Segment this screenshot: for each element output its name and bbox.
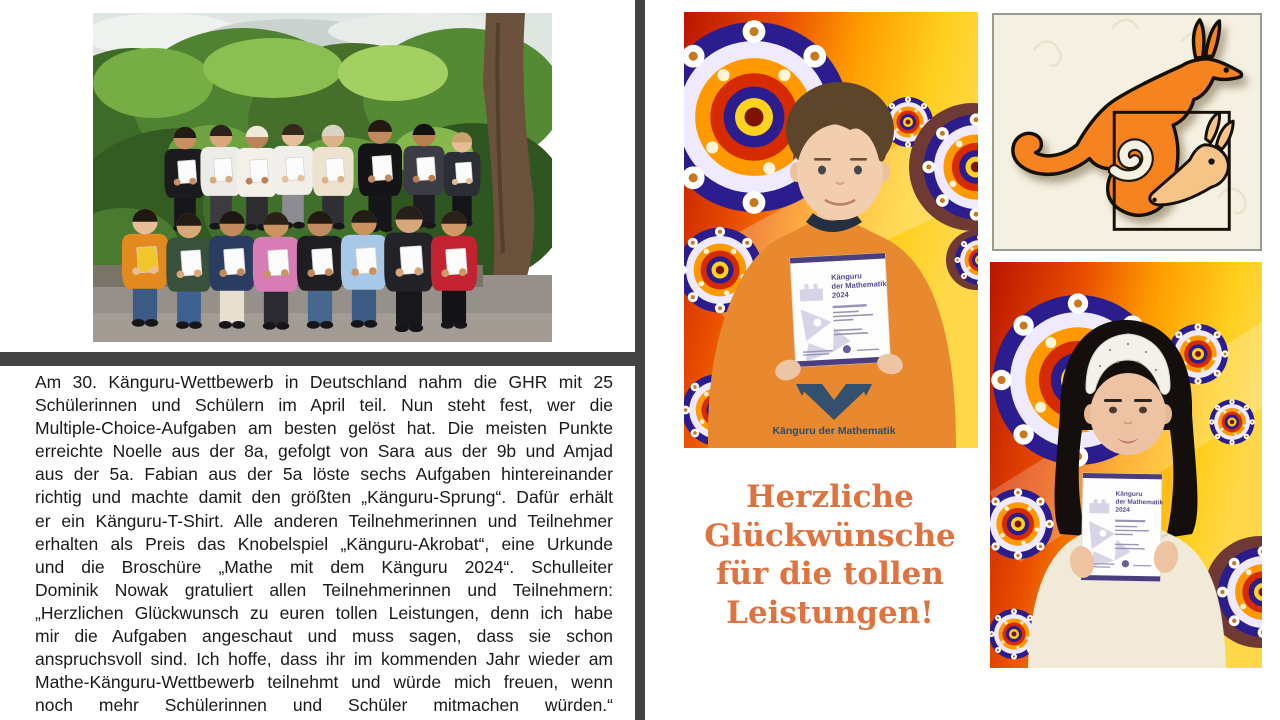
certificate-title-3: 2024 [831,289,849,300]
article-line: Schülerinnen und Schülern im April teil. Nun steht fest, wer die [35,395,613,416]
article-line: „Herzlichen Glückwunsch zu euren tollen Leistungen, denn ich habe [35,602,613,623]
certificate-title-2: der Mathematik [831,278,887,291]
certificate-title-1: Känguru [1115,490,1143,499]
headline-line: Glückwünsche [704,517,956,554]
kangaroo-logo [992,13,1262,251]
article-line: Mathe-Känguru-Wettbewerb teilnehmt und würde mich freuen, wenn [35,672,613,693]
article-line: aus der 5a. Fabian aus der 5a löste sechs Aufgaben hintereinander [35,464,613,485]
article-line: erhalten als Preis das Knobelspiel „Känguru-Akrobat“, eine Urkunde [35,533,613,554]
article-text [35,371,613,717]
article-line: richtig und machte damit den größten „Känguru-Sprung“. Dafür erhält [35,487,613,508]
article-line: und die Broschüre „Mathe mit dem Känguru 2024“. Schulleiter [35,556,613,577]
horizontal-divider-bar [0,352,645,366]
certificate [790,253,891,367]
tshirt-text: Känguru der Mathematik [772,425,896,437]
article-line: erreichte Noelle aus der 8a, gefolgt von Sara aus der 9b und Amjad [35,441,613,462]
article-line: mir die Aufgaben angeschaut und muss sagen, dass sie schon [35,626,613,647]
group-photo-illustration [93,13,552,342]
article-line: Am 30. Känguru-Wettbewerb in Deutschland nahm die GHR mit 25 [35,372,613,392]
article-line: er ein Känguru-T-Shirt. Alle anderen Teilnehmerinnen und Teilnehmer [35,510,613,531]
girl-certificate-photo [990,262,1262,668]
headline-line: Leistungen! [726,594,934,631]
article-line: Dominik Nowak gratuliert allen Teilnehmerinnen und Teilnehmern: [35,579,613,600]
article-line: noch mehr Schülerinnen und Schüler mitmachen würden.“ [35,695,613,716]
certificate-title-1: Känguru [830,271,863,282]
boy-certificate-photo [684,12,978,448]
congratulations-headline [664,478,996,632]
article-line: Multiple-Choice-Aufgaben am besten gelöst hat. Die meisten Punkte [35,418,613,439]
certificate-title-2: der Mathematik [1115,498,1164,507]
group-photo [93,13,552,342]
headline-line: für die tollen [716,556,944,592]
headline-line: Herzliche [746,479,914,515]
certificate-title-3: 2024 [1115,506,1130,514]
article-line: anspruchsvoll sind. Ich hoffe, dass ihr im kommenden Jahr wieder am [35,649,613,670]
